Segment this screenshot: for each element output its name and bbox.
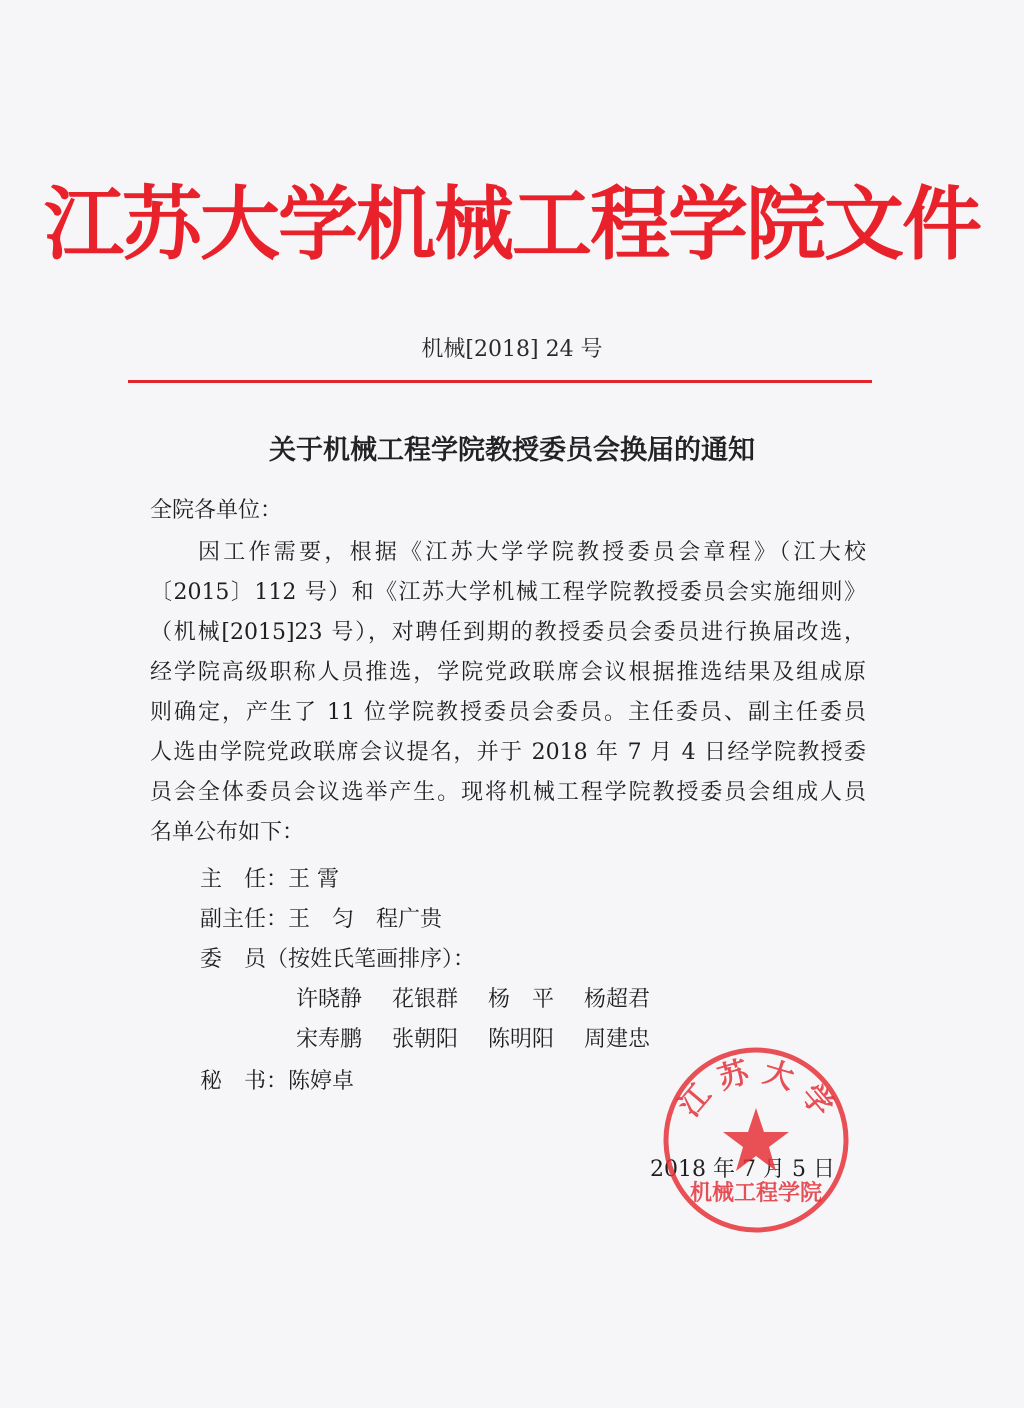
salutation: 全院各单位：	[150, 498, 283, 523]
body-line: 因工作需要，根据《江苏大学学院教授委员会章程》（江大校	[198, 540, 866, 565]
member-name: 宋寿鹏	[296, 1027, 363, 1052]
director-line: 主 任：王 霄	[200, 867, 339, 892]
members-label: 委 员（按姓氏笔画排序）：	[200, 947, 476, 972]
member-name: 陈明阳	[488, 1027, 555, 1052]
member-name: 许晓静	[296, 987, 363, 1012]
body-line: 名单公布如下：	[150, 820, 305, 845]
notice-body	[150, 533, 866, 853]
member-name: 周建忠	[584, 1027, 651, 1052]
body-line: 则确定，产生了 11 位学院教授委员会委员。主任委员、副主任委员	[150, 700, 866, 725]
body-line: 经学院高级职称人员推选，学院党政联席会议根据推选结果及组成原	[150, 660, 866, 685]
issue-date: 2018 年 7 月 5 日	[650, 1157, 835, 1182]
notice-title: 关于机械工程学院教授委员会换届的通知	[269, 435, 755, 466]
member-name: 花银群	[392, 987, 459, 1012]
red-divider-rule	[128, 380, 872, 383]
seal-star-icon	[723, 1108, 789, 1171]
member-name: 张朝阳	[392, 1027, 459, 1052]
official-seal-icon	[656, 1040, 856, 1240]
secretary-line: 秘 书：陈婷卓	[200, 1069, 355, 1094]
member-name: 杨 平	[488, 987, 555, 1012]
members-row-2	[296, 1022, 680, 1053]
member-name: 杨超君	[584, 987, 651, 1012]
body-line: 〔2015〕112 号）和《江苏大学机械工程学院教授委员会实施细则》	[150, 580, 866, 605]
seal-text-bottom: 机械工程学院	[689, 1181, 823, 1206]
seal-text-top: 江 苏 大 学	[672, 1054, 840, 1124]
document-number: 机械[2018] 24 号	[421, 337, 603, 362]
body-line: （机械[2015]23 号），对聘任到期的教授委员会委员进行换届改选，	[150, 620, 866, 645]
document-header-title: 江苏大学机械工程学院文件	[44, 178, 980, 271]
body-line: 员会全体委员会议选举产生。现将机械工程学院教授委员会组成人员	[150, 780, 866, 805]
vice-director-line: 副主任：王 匀 程广贵	[200, 907, 443, 932]
body-line: 人选由学院党政联席会议提名，并于 2018 年 7 月 4 日经学院教授委	[150, 740, 866, 765]
members-row-1	[296, 982, 680, 1013]
